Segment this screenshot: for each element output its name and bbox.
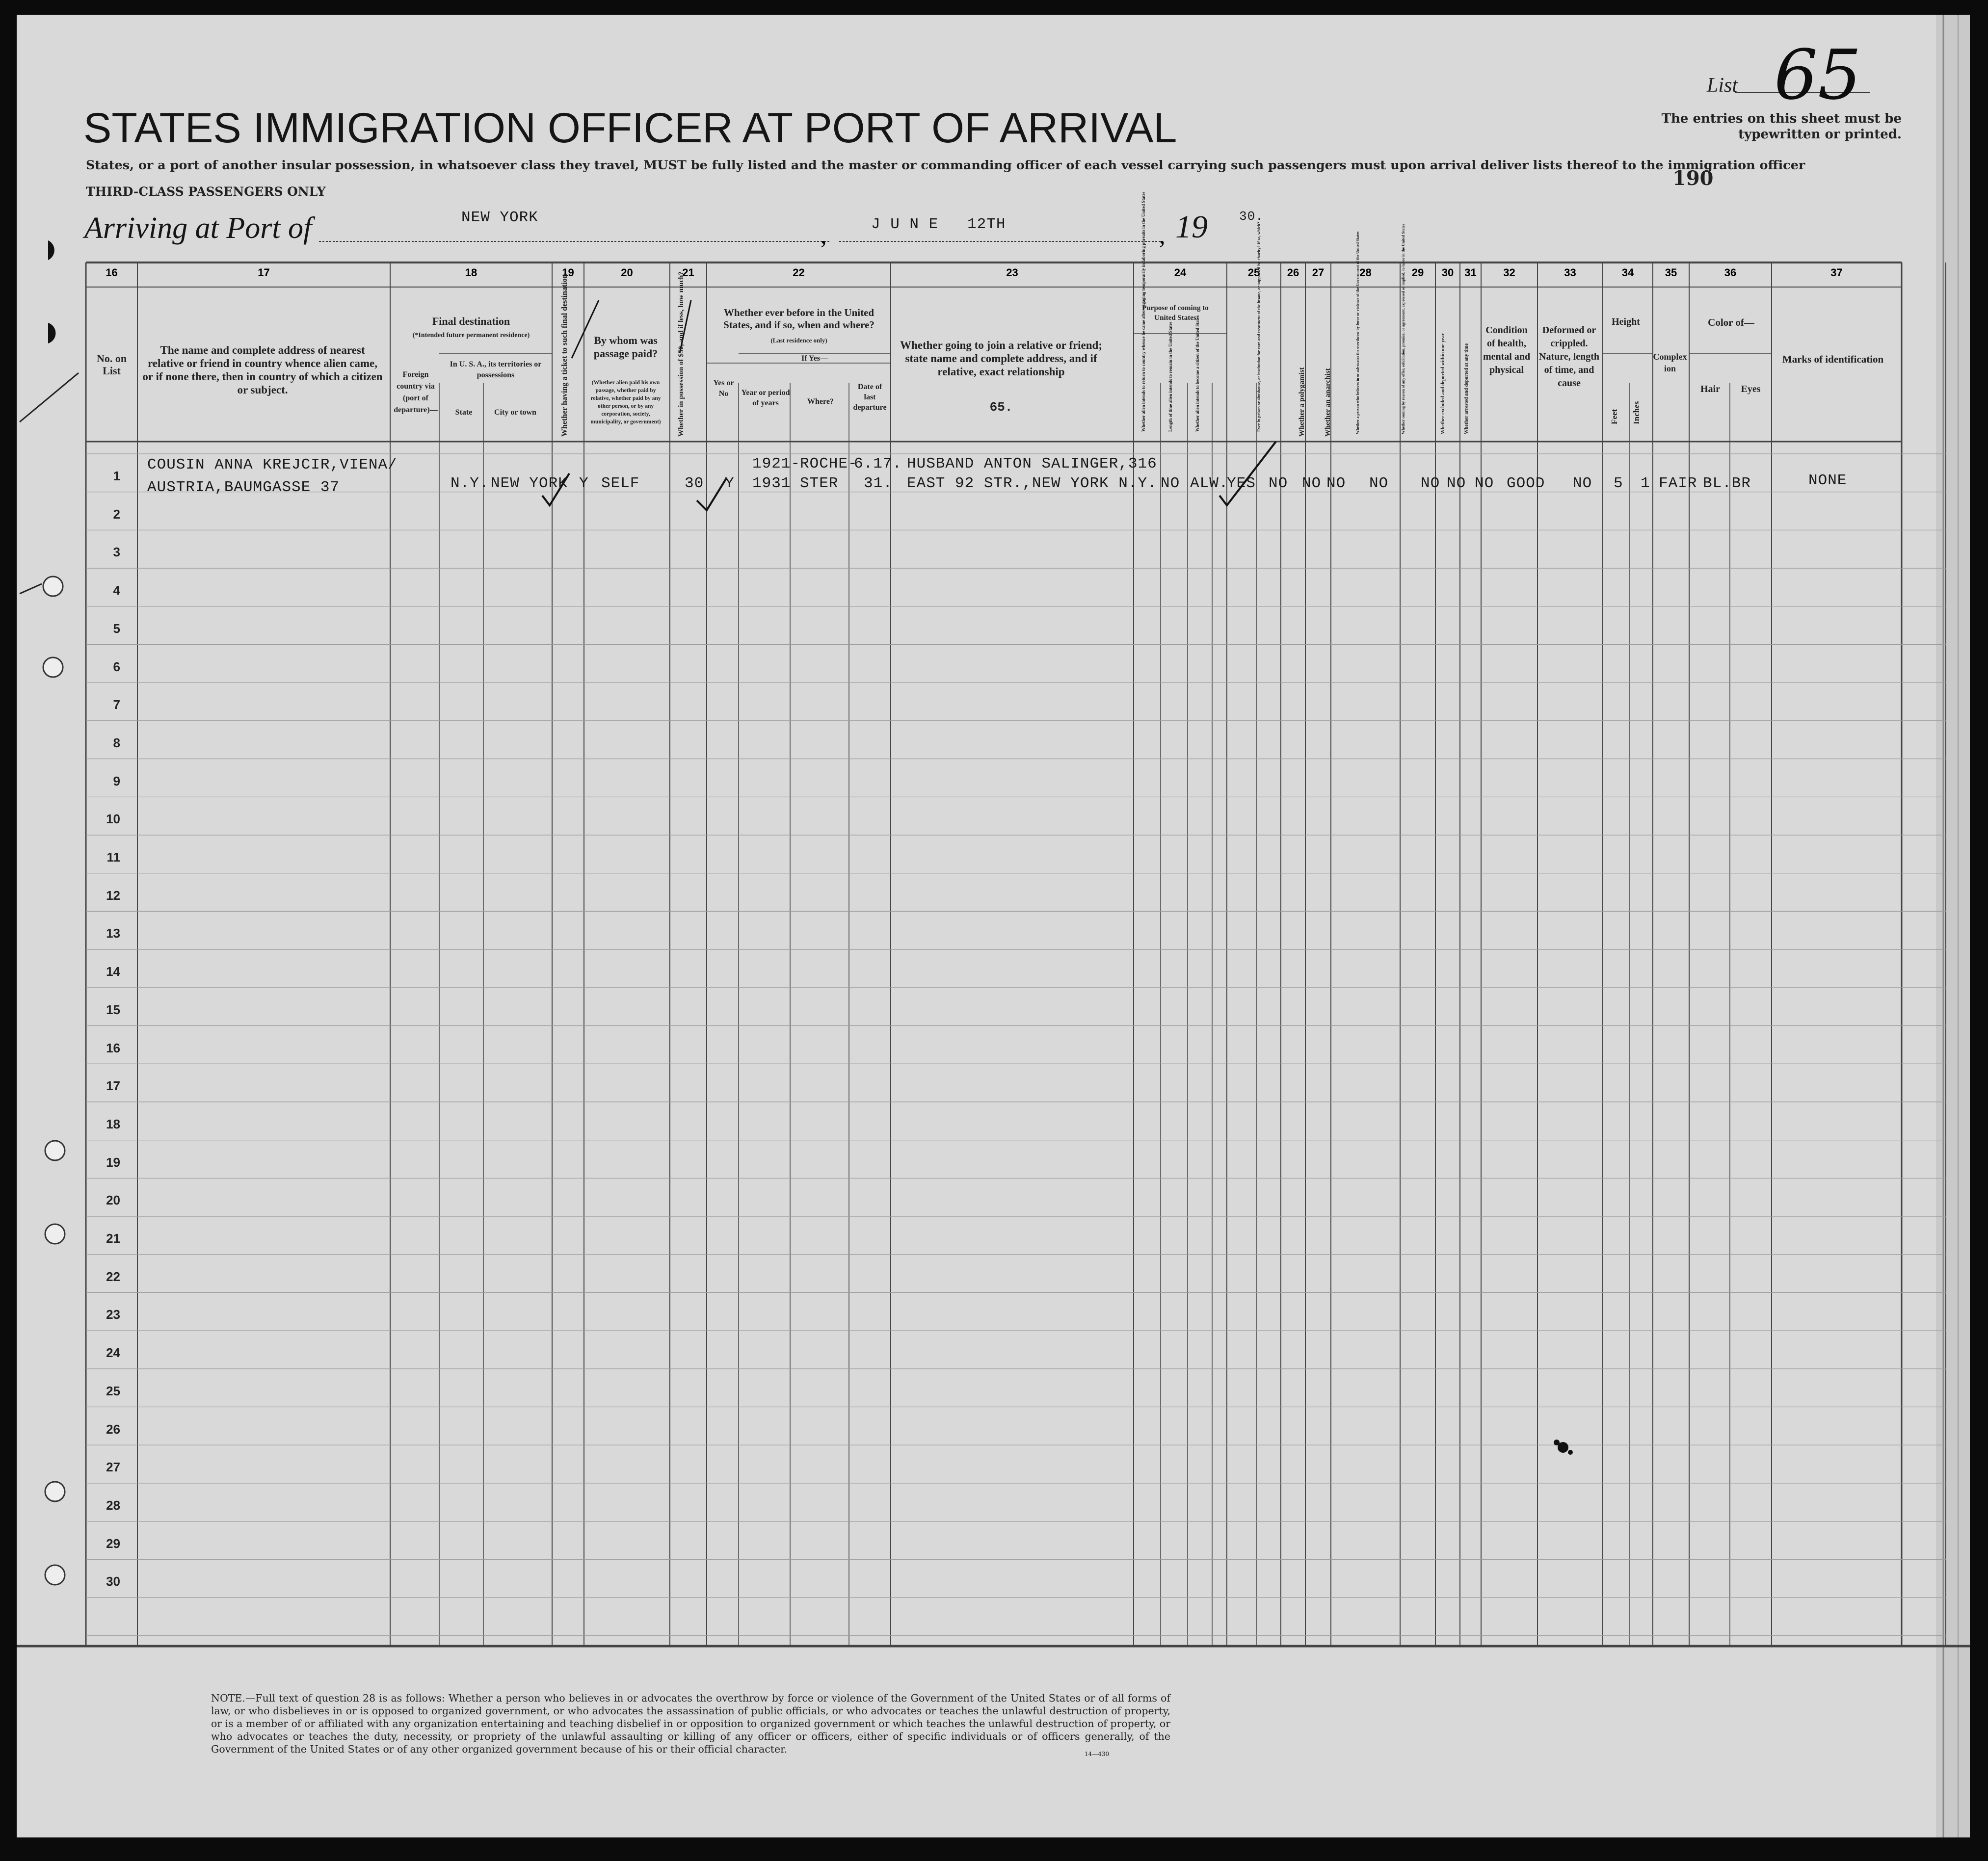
column-number: 31	[1464, 266, 1477, 279]
subtitle: States, or a port of another insular possession, in whatsoever class they travel, MUST be fully listed and the master or commanding officer of each vessel carrying such passengers must upon arrival deliver lists thereof to the immigration officer	[86, 158, 1805, 173]
col22-note: (Last residence only)	[770, 337, 827, 344]
date-value: J U N E 12TH	[871, 216, 1006, 233]
entry1-ticket: Y	[579, 475, 589, 492]
row-number: 11	[106, 850, 120, 865]
entry1-years-line2: 1931	[752, 475, 791, 492]
row-number: 10	[106, 812, 120, 827]
column-number: 30	[1441, 266, 1454, 279]
entry1-paid-by: SELF	[601, 475, 640, 492]
col37-header: Marks of identification	[1782, 353, 1884, 365]
col31-header: Whether arrested and deported at any time	[1464, 343, 1469, 434]
row-number: 7	[113, 697, 120, 712]
col24c-header: Whether alien intends to become a citizen of the United States	[1195, 315, 1200, 432]
column-number: 23	[1006, 266, 1018, 279]
row-number: 28	[106, 1497, 120, 1513]
row-number: 22	[106, 1269, 120, 1284]
column-number: 37	[1830, 266, 1843, 279]
col18-title: Final destination	[432, 315, 510, 327]
list-number: 65	[1774, 35, 1862, 115]
instructions: The entries on this sheet must be typewritten or printed.	[1661, 111, 1902, 142]
col25-header: Ever in prison or almshouse, or institution for care and treatment of the insane, or supported by charity? If so, which?	[1256, 222, 1261, 432]
col18-city: City or town	[494, 408, 536, 417]
entry1-relative-line2: AUSTRIA,BAUMGASSE 37	[147, 479, 340, 496]
entry1-where-line1: ROCHE-	[800, 455, 858, 472]
entry1-prison: NO	[1269, 475, 1288, 492]
col16-header: No. on List	[96, 352, 127, 377]
row-number: 18	[106, 1116, 120, 1131]
col29-header: Whether coming by reason of any offer, solicitation, promise, or agreement, expressed or implied, to labor in the United States	[1401, 224, 1405, 434]
row-number: 2	[113, 506, 120, 522]
punch-hole	[45, 1482, 65, 1501]
punch-hole	[43, 657, 63, 677]
col19-header: Whether having a ticket to such final destination	[560, 274, 569, 437]
column-number: 21	[682, 266, 694, 279]
row-number: 4	[113, 583, 120, 598]
column-number: 18	[465, 266, 477, 279]
col20-title: By whom was passage paid?	[593, 334, 658, 360]
entry1-where-line2: STER	[800, 475, 839, 492]
entry1-state: N.Y.	[451, 475, 489, 492]
punch-hole	[45, 1141, 65, 1160]
col22-yesno: Yes or No	[713, 379, 734, 398]
row-number: 25	[106, 1383, 120, 1398]
entry1-hair-eyes: BL.BR	[1703, 475, 1751, 492]
entry1-join-line1: HUSBAND ANTON SALINGER,316	[907, 455, 1157, 472]
row-number: 30	[106, 1574, 120, 1589]
entry1-marks: NONE	[1808, 472, 1847, 489]
class-line: THIRD-CLASS PASSENGERS ONLY	[86, 184, 326, 199]
column-number: 36	[1724, 266, 1737, 279]
row-number: 14	[106, 964, 120, 979]
row-number: 27	[106, 1460, 120, 1475]
column-number: 34	[1621, 266, 1634, 279]
col24a-header: Whether alien intends to return to country whence he came after engaging temporarily in laboring pursuits in the United States	[1141, 191, 1146, 432]
col22-years: Year or period of years	[741, 389, 790, 407]
col36-title: Color of—	[1708, 316, 1754, 328]
col18-foreign: Foreign country via (port of departure)—	[394, 370, 438, 414]
col36-eyes: Eyes	[1741, 384, 1761, 394]
entry1-date-line1: 6.17.	[854, 455, 902, 472]
col34-title: Height	[1612, 316, 1640, 327]
col17-header: The name and complete address of nearest relative or friend in country whence alien came, or if none there, then in country of which a citizen or subject.	[142, 344, 383, 396]
col18-state: State	[455, 408, 473, 417]
entry1-anarchist: NO	[1326, 475, 1346, 492]
row-number: 13	[106, 926, 120, 941]
arriving-label: Arriving at Port of	[84, 211, 312, 245]
col28-header: Whether a person who believes in or advocates the overthrow by force or violence of the Government of the United States	[1355, 231, 1360, 434]
year-suffix: 30.	[1239, 209, 1264, 224]
col20-note: (Whether alien paid his own passage, whether paid by relative, whether paid by any other person, or by any corporation, society, municipality, or government)	[590, 380, 661, 425]
row-number: 29	[106, 1536, 120, 1551]
column-number: 35	[1665, 266, 1677, 279]
col33-header: Deformed or crippled. Nature, length of time, and cause	[1539, 325, 1599, 389]
row-number: 16	[106, 1040, 120, 1055]
entry1-years-line1: 1921-	[752, 455, 801, 472]
entry1-money: 30	[685, 475, 704, 492]
page-title: STATES IMMIGRATION OFFICER AT PORT OF ARRIVAL	[83, 105, 1177, 152]
port-value: NEW YORK	[461, 209, 538, 226]
column-number: 29	[1411, 266, 1424, 279]
entry1-return: NO	[1161, 475, 1180, 492]
row-number: 19	[106, 1154, 120, 1170]
entry1-before-yes: Y	[725, 475, 735, 492]
column-number: 20	[621, 266, 633, 279]
column-number: 19	[562, 266, 574, 279]
column-number: 33	[1564, 266, 1576, 279]
column-number: 16	[106, 266, 118, 279]
punch-hole	[45, 1224, 65, 1244]
col30-header: Whether excluded and deported within one year	[1440, 333, 1446, 434]
col23-header: Whether going to join a relative or friend; state name and complete address, and if relative, exact relationship	[900, 339, 1103, 378]
row-number: 21	[106, 1231, 120, 1246]
row-number: 9	[113, 773, 120, 788]
entry1-c30: NO	[1447, 475, 1466, 492]
column-number: 24	[1174, 266, 1187, 279]
col35-header: Complexion	[1653, 352, 1687, 373]
col22-where: Where?	[807, 397, 834, 406]
col24b-header: Length of time alien intends to remain in the United States	[1168, 321, 1173, 432]
entry1-health: GOOD	[1507, 475, 1545, 492]
row-number: 12	[106, 888, 120, 903]
entry1-inches: 1	[1641, 475, 1650, 492]
col34-feet: Feet	[1610, 409, 1619, 424]
col32-header: Condition of health, mental and physical	[1483, 325, 1531, 375]
list-label: List	[1707, 74, 1738, 97]
entry1-c31: NO	[1475, 475, 1494, 492]
col18-note: (*Intended future permanent residence)	[412, 332, 530, 339]
col27-header: Whether an anarchist	[1324, 368, 1332, 437]
row-number: 17	[106, 1078, 120, 1094]
column-number: 22	[793, 266, 805, 279]
row-number: 8	[113, 735, 120, 750]
row-number: 20	[106, 1193, 120, 1208]
row-number: 3	[113, 545, 120, 560]
column-number: 25	[1247, 266, 1260, 279]
punch-hole	[45, 1565, 65, 1585]
col23-stamp: 65.	[989, 400, 1013, 415]
col24-title: Purpose of coming to United States	[1142, 304, 1209, 322]
entry1-citizen: YES	[1227, 475, 1256, 492]
entry1-date-line2: 31.	[864, 475, 893, 492]
entry1-c28: NO	[1369, 475, 1389, 492]
col34-inches: Inches	[1632, 401, 1641, 424]
column-number: 17	[258, 266, 270, 279]
entry1-polygamist: NO	[1302, 475, 1322, 492]
entry1-join-line2: EAST 92 STR.,NEW YORK N.Y.	[907, 475, 1157, 492]
col22-date: Date of last departure	[853, 383, 887, 412]
row-number: 24	[106, 1345, 120, 1361]
column-number: 27	[1312, 266, 1325, 279]
manifest-sheet: 16 17 18 19 20 21 22 23 24 25 26 27 28 29 30 31 32 33 34 35 36 37 STATES IMMIGRATION OFFICER AT PORT OF ARRIVAL States, or a port of another insular possession, in whatsoever class they travel, MUST be fully listed and the master or commanding officer of each vessel carrying such passengers must upon arrival deliver lists thereof to the immigration officer THIRD-CLASS PASSENGERS ONLY List 65 The entries on this sheet must be typewritten or printed. 190 Arriving at Port of NEW YORK , J U N E 12TH , 19 30. No. on List The name and complete address of nearest relative or friend in country whence alien came, or if none there, then in country of which a citizen or subject. Final destination (*Intended future permanent residence) Foreign country via (port of departure)— In U. S. A., its territories or possessions State City or town Whether having a ticket to such final destination By whom was passage paid? (Whether alien paid his own passage, whether paid by relative, whether paid by any other person, or by any corporation, society, municipality, or government) Whether in possession of $50, and if less, how much? Whether ever before in the United States, and if so, when and where? (Last residence only) If Yes— Yes or No Year or period of years Where? Date of last departure Whether going to join a relative or friend; state name and complete address, and if relative, exact relationship 65. Purpose of coming to United States Whether alien intends to return to country whence he came after engaging temporarily in laboring pursuits in the United States Length of time alien intends to remain in the United States Whether alien intends to become a citizen of the United States Ever in prison or almshouse, or institution for care and treatment of the insane, or supported by charity? If so, which? Whether a polygamist Whether an anarchist Whether a person who believes in or advocates the overthrow by force or violence of the Government of the United States Whether coming by reason of any offer, solicitation, promise, or agreement, expressed or implied, to labor in the United States Whether excluded and deported within one year Whether arrested and deported at any time Condition of health, mental and physical Deformed or crippled. Nature, length of time, and cause Height Feet Inches Complexion Color of— Hair Eyes Marks of identification 1 2 3 4 5 6 7 8 9 10 11 12 13 14 15 16 17 18 19 20 21 22 23 24 25 26 27 28 29 30 COUSIN ANNA KREJCIR,VIENA/ AUSTRIA,BAUMGASSE 37 N.Y. NEW YORK Y SELF 30 Y 1921- 1931 ROCHE- STER 6.17. 31. HUSBAND ANTON SALINGER,316 EAST 92 STR.,NEW YORK N.Y. NO ALW. YES NO NO NO NO NO NO NO GOOD NO 5 1 FAIR BL.BR NONE NOTE.—Full text of question 28 is as follows: Whether a person who believes in or advocates the overthrow by force or violence of the Government of the United States or of all forms of law, or who disbelieves in or is opposed to organized government, or who advocates the assassination of public officials, or who advocates or teaches the unlawful destruction of property, or is a member of or affiliated with any organization entertaining and teaching disbelief in or opposition to organized government or which teaches the unlawful destruction of property, or who advocates or teaches the duty, necessity, or propriety of the unlawful assaulting or killing of any officer or officers, either of specific individuals or of officers generally, of the Government of the United States or of any other organized government because of his or their official character. 14—430	[0, 0, 1988, 1861]
row-number: 23	[106, 1307, 120, 1322]
sheet-number: 190	[1672, 167, 1714, 190]
entry1-deformed: NO	[1573, 475, 1592, 492]
row-number: 26	[106, 1421, 120, 1437]
form-number: 14—430	[1085, 1751, 1110, 1757]
col36-hair: Hair	[1700, 384, 1720, 394]
col21-header: Whether in possession of $50, and if less, how much?	[677, 271, 685, 437]
col22-title: Whether ever before in the United States, and if so, when and where?	[723, 307, 875, 331]
column-number: 32	[1503, 266, 1515, 279]
paper	[17, 15, 1970, 1837]
column-number: 28	[1359, 266, 1372, 279]
footer-note: NOTE.—Full text of question 28 is as follows: Whether a person who believes in or advocates the overthrow by force or violence of the Government of the United States or of all forms of law, or who disbelieves in or is opposed to organized government, or who advocates the assassination of public officials, or who advocates or teaches the unlawful destruction of property, or is a member of or affiliated with any organization entertaining and teaching disbelief in or opposition to organized government or which teaches the unlawful destruction of property, or who advocates or teaches the duty, necessity, or propriety of the unlawful assaulting or killing of any officer or officers, either of specific individuals or of officers generally, of the Government of the United States or of any other organized government because of his or their official character.	[211, 1692, 1170, 1755]
col26-header: Whether a polygamist	[1298, 367, 1306, 437]
row-number: 1	[113, 469, 120, 483]
col18-usa: In U. S. A., its territories or possessions	[450, 360, 542, 379]
row-number: 6	[113, 659, 120, 674]
row-number: 15	[106, 1002, 120, 1017]
col22-ifyes: If Yes—	[801, 354, 828, 363]
entry1-city: NEW YORK	[491, 475, 568, 492]
entry1-complexion: FAIR	[1659, 475, 1697, 492]
punch-hole	[43, 577, 63, 596]
row-number: 5	[113, 621, 120, 636]
column-number: 26	[1287, 266, 1299, 279]
entry1-c29: NO	[1421, 475, 1440, 492]
year-prefix: 19	[1175, 209, 1208, 245]
entry1-feet: 5	[1614, 475, 1623, 492]
entry1-relative-line1: COUSIN ANNA KREJCIR,VIENA/	[147, 456, 398, 473]
entry1-length: ALW.	[1190, 475, 1229, 492]
